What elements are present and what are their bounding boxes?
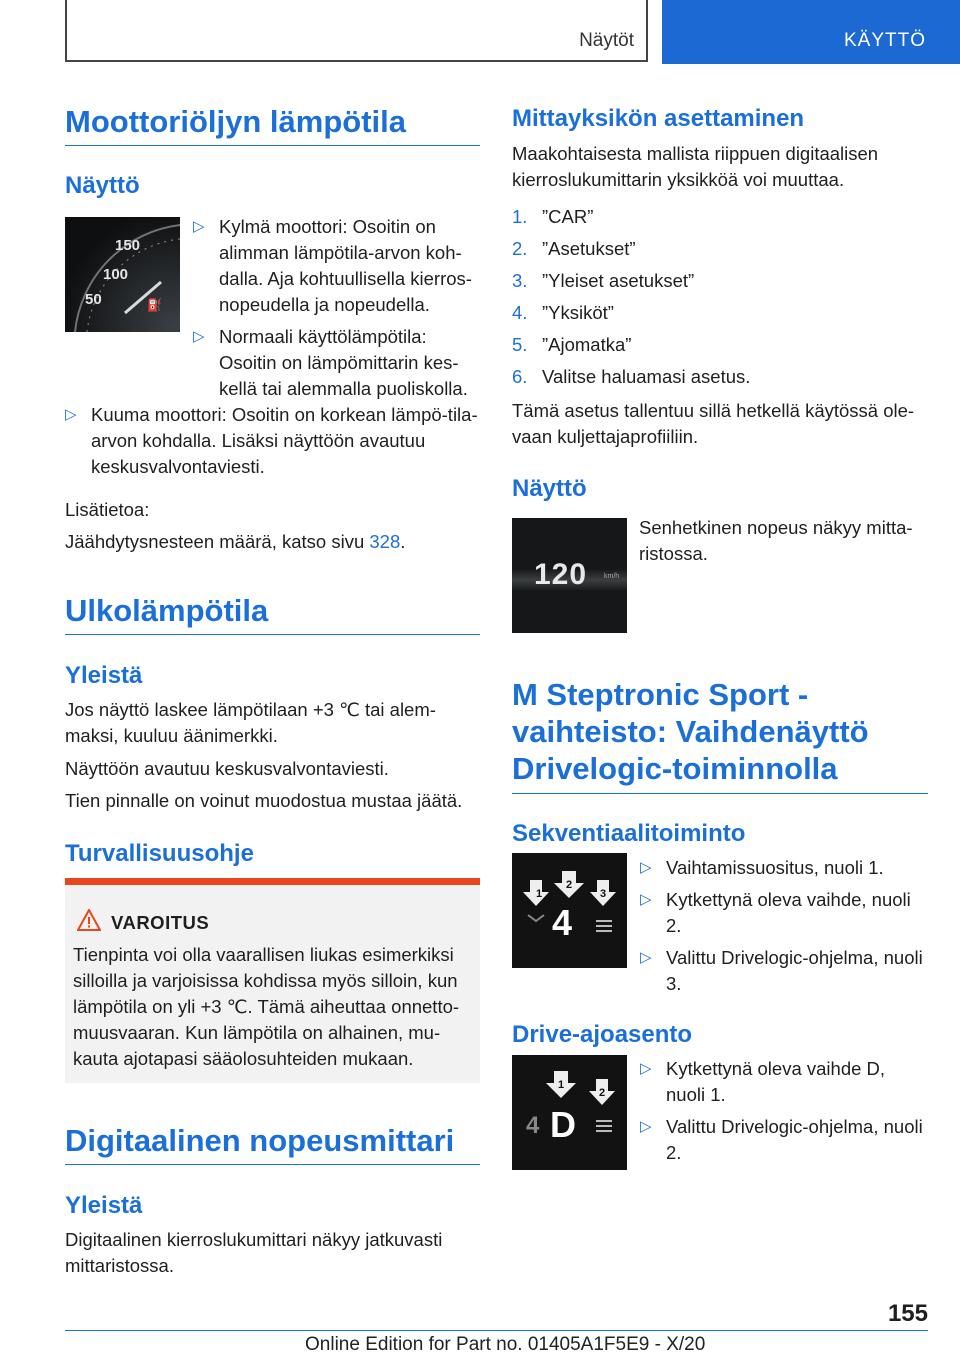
drive-arrow-number-2: 2 bbox=[599, 1087, 606, 1099]
gauge-label-50: 50 bbox=[85, 291, 102, 308]
drive-heading: Drive-ajoasento bbox=[512, 1021, 693, 1048]
speed-unit: km/h bbox=[604, 573, 620, 580]
outside-paragraph-2: Näyttöön avautuu keskusvalvontaviesti. bbox=[65, 758, 389, 779]
list-item: 4. ”Yksiköt” bbox=[512, 302, 614, 323]
triangle-bullet-icon: ▷ bbox=[640, 949, 652, 966]
list-item: 6. Valitse haluamasi asetus. bbox=[512, 366, 751, 387]
drive-bullets bbox=[640, 1056, 928, 1172]
footer-rule bbox=[65, 1330, 928, 1331]
arrow-number-1: 1 bbox=[536, 888, 543, 900]
oil-gauge-image bbox=[65, 217, 180, 332]
warning-title: VAROITUS bbox=[111, 912, 210, 933]
footer-edition: Online Edition for Part no. 01405A1F5E9 - X/20 bbox=[305, 1334, 706, 1355]
gauge-label-150: 150 bbox=[115, 237, 141, 254]
triangle-bullet-icon: ▷ bbox=[193, 218, 205, 235]
oil-temp-title: Moottoriöljyn lämpötila bbox=[65, 103, 480, 146]
arrow-number-3: 3 bbox=[600, 888, 607, 900]
oil-can-icon: ⛽ bbox=[147, 298, 162, 312]
list-item: 2. ”Asetukset” bbox=[512, 238, 636, 259]
triangle-bullet-icon: ▷ bbox=[193, 328, 205, 345]
drive-gear-image bbox=[512, 1055, 627, 1170]
list-item: 3. ”Yleiset asetukset” bbox=[512, 270, 695, 291]
speed-display-heading: Näyttö bbox=[512, 475, 587, 502]
header-section-tab bbox=[65, 0, 648, 62]
speed-display-image bbox=[512, 518, 627, 633]
sequential-gear-image bbox=[512, 853, 627, 968]
speed-text: Senhetkinen nopeus näkyy mitta-ristossa. bbox=[639, 517, 913, 564]
speed-value: 120 bbox=[534, 558, 588, 591]
drive-prev-gear: 4 bbox=[526, 1112, 540, 1139]
list-item: ▷ Valittu Drivelogic-ohjelma, nuoli 3. bbox=[640, 947, 923, 994]
steptronic-title: M Steptronic Sport -vaihteisto: Vaihdenäyttö Drivelogic-toiminnolla bbox=[512, 676, 928, 794]
digital-speedometer-title: Digitaalinen nopeusmittari bbox=[65, 1122, 480, 1165]
warning-triangle-icon bbox=[77, 909, 101, 936]
triangle-bullet-icon: ▷ bbox=[640, 1118, 652, 1135]
digital-text: Digitaalinen kierroslukumittari näkyy jatkuvasti mittaristossa. bbox=[65, 1229, 443, 1276]
oil-full-bullets bbox=[65, 402, 480, 486]
page-link-328[interactable]: 328 bbox=[369, 531, 401, 552]
unit-setting-heading: Mittayksikön asettaminen bbox=[512, 105, 805, 132]
oil-side-bullets bbox=[193, 214, 480, 408]
unit-note: Tämä asetus tallentuu sillä hetkellä käytössä ole-vaan kuljettajaprofiiliin. bbox=[512, 400, 915, 447]
list-item: ▷ Kylmä moottori: Osoitin on alimman lämpötila-arvon koh-dalla. Aja kohtuullisella kierros-nopeudella ja nopeudella. bbox=[193, 216, 472, 315]
list-item: ▷ Kuuma moottori: Osoitin on korkean lämpö-tila-arvon kohdalla. Lisäksi näyttöön avautuu keskusvalvontaviesti. bbox=[65, 404, 478, 477]
sequential-heading: Sekventiaalitoiminto bbox=[512, 820, 746, 847]
arrow-number-2: 2 bbox=[566, 879, 573, 891]
list-item: ▷ Vaihtamissuositus, nuoli 1. bbox=[640, 855, 928, 881]
safety-heading: Turvallisuusohje bbox=[65, 840, 254, 867]
drive-gear-graphic bbox=[512, 1055, 627, 1170]
list-item: ▷ Normaali käyttölämpötila: Osoitin on lämpömittarin kes-kellä tai alemmalla puoliskolla. bbox=[193, 326, 468, 399]
outside-paragraph-3: Tien pinnalle on voinut muodostua mustaa jäätä. bbox=[65, 790, 463, 811]
page-number: 155 bbox=[887, 1300, 928, 1327]
oil-gauge-graphic bbox=[65, 217, 180, 332]
unit-intro: Maakohtaisesta mallista riippuen digitaalisen kierroslukumittarin yksikköä voi muuttaa. bbox=[512, 143, 879, 190]
seq-gear-number: 4 bbox=[552, 902, 573, 943]
drive-arrow-number-1: 1 bbox=[558, 1079, 565, 1091]
list-item: ▷ Kytkettynä oleva vaihde, nuoli 2. bbox=[640, 889, 911, 936]
sequential-bullets bbox=[640, 855, 928, 1003]
coolant-reference: Jäähdytysnesteen määrä, katso sivu 328. bbox=[65, 531, 406, 552]
list-item: ▷ Valittu Drivelogic-ohjelma, nuoli 2. bbox=[640, 1116, 923, 1163]
triangle-bullet-icon: ▷ bbox=[640, 1060, 652, 1077]
warning-box bbox=[65, 878, 480, 1083]
triangle-bullet-icon: ▷ bbox=[640, 891, 652, 908]
warning-text: Tienpinta voi olla vaarallisen liukas esimerkiksi silloilla ja varjoisissa kohdissa myös silloin, kun lämpötila on yli +3 ℃. Tämä aiheuttaa onnetto-muusvaaran. Kun lämpötila on alhainen, mu-kauta ajotapasi sääolosuhteiden mukaan. bbox=[73, 944, 460, 1069]
list-item: 5. ”Ajomatka” bbox=[512, 334, 632, 355]
outside-paragraph-1: Jos näyttö laskee lämpötilaan +3 ℃ tai alem-maksi, kuuluu äänimerkki. bbox=[65, 699, 436, 746]
triangle-bullet-icon: ▷ bbox=[640, 859, 652, 876]
more-info-label: Lisätietoa: bbox=[65, 499, 150, 520]
digital-general-heading: Yleistä bbox=[65, 1192, 143, 1219]
header-chapter-label: KÄYTTÖ bbox=[843, 30, 926, 51]
drive-current-gear: D bbox=[550, 1104, 576, 1145]
gauge-label-100: 100 bbox=[103, 266, 129, 283]
list-item: ▷ Kytkettynä oleva vaihde D, nuoli 1. bbox=[640, 1058, 886, 1105]
header-section-label: Näytöt bbox=[579, 30, 634, 51]
sequential-gear-graphic bbox=[512, 853, 627, 968]
triangle-bullet-icon: ▷ bbox=[65, 406, 77, 423]
oil-display-heading: Näyttö bbox=[65, 172, 140, 199]
unit-steps-list bbox=[512, 204, 928, 396]
list-item: 1. ”CAR” bbox=[512, 206, 594, 227]
header-chapter-tab bbox=[662, 0, 960, 64]
outside-temp-title: Ulkolämpötila bbox=[65, 592, 480, 635]
outside-general-heading: Yleistä bbox=[65, 662, 143, 689]
